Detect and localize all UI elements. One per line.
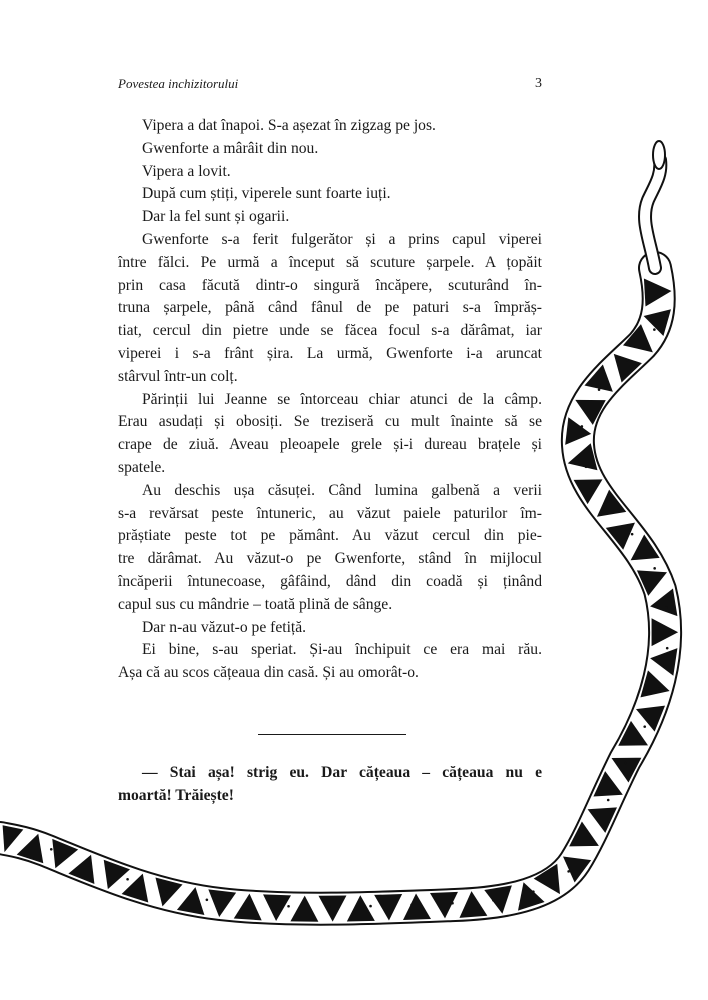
dialogue-line: — Stai așa! strig eu. Dar cățeaua – cățeaua nu e [142, 764, 542, 781]
snake-speck [631, 533, 634, 536]
text-line: Gwenforte a mârâit din nou. [142, 139, 319, 157]
page-number: 3 [535, 76, 542, 91]
snake-speck [126, 878, 129, 881]
text-line: încăperii întunecoase, gâfâind, dând din coadă și ținând [118, 572, 542, 590]
text-line: crape de ziuă. Aveau pleoapele grele și-i dureau brațele și [118, 436, 542, 454]
text-line: tre dărâmat. Au văzut-o pe Gwenforte, stând în mijlocul [118, 550, 542, 568]
snake-speck [626, 359, 629, 362]
snake-speck [410, 904, 413, 907]
snake-speck [581, 425, 584, 428]
text-line: tiat, cercul din pietre unde se făcea focul s-a dărâmat, iar [118, 322, 542, 340]
text-line: Așa că au scos cățeaua din casă. Și au omorât-o. [118, 664, 419, 682]
snake-speck [492, 899, 495, 902]
snake-speck [165, 890, 168, 893]
text-line: Dar n-au văzut-o pe fetiță. [142, 618, 307, 636]
text-line: Vipera a dat înapoi. S-a așezat în zigzag pe jos. [142, 117, 436, 134]
snake-speck [653, 567, 656, 570]
snake-speck [88, 864, 91, 867]
text-line: între fălci. Pe urmă a început să scuture șarpele. A țopăit [118, 253, 542, 271]
snake-speck [451, 902, 454, 905]
text-line: prăștiate peste tot pe pământ. Au văzut cercul din pie- [118, 527, 542, 545]
text-line: Vipera a lovit. [142, 162, 231, 180]
text-line: truna șarpele, până când fânul de pe paturi s-a împrăș- [118, 299, 542, 317]
text-line: spatele. [118, 458, 166, 476]
snake-speck [567, 870, 570, 873]
text-line: După cum știți, viperele sunt foarte iuți. [142, 185, 391, 203]
snake-speck [653, 328, 656, 331]
snake-speck [206, 898, 209, 901]
text-line: Erau asudați și obosiți. Se treziseră cu mult înainte să se [118, 413, 542, 431]
snake-speck [607, 799, 610, 802]
text-line: capul sus cu mândrie – toată plină de sânge. [118, 595, 393, 613]
text-line: stârvul într-un colț. [118, 367, 238, 385]
snake-speck [643, 725, 646, 728]
snake-speck [369, 905, 372, 908]
snake-speck [50, 848, 53, 851]
snake-speck [605, 501, 608, 504]
text-line: Ei bine, s-au speriat. Și-au închipuit ce era mai rău. [142, 641, 542, 659]
text-line: s-a revărsat peste întuneric, au văzut paiele paturilor îm- [118, 504, 542, 522]
snake-speck [589, 836, 592, 839]
snake-speck [11, 836, 14, 839]
text-line: Gwenforte s-a ferit fulgerător și a prins capul viperei [142, 230, 542, 248]
snake-speck [624, 762, 627, 765]
snake-speck [658, 687, 661, 690]
snake-speck [585, 465, 588, 468]
snake-speck [665, 606, 668, 609]
dialogue-line: moartă! Trăiește! [118, 786, 234, 804]
text-line: Părinții lui Jeanne se întorceau chiar atunci de la câmp. [142, 390, 542, 408]
snake-speck [328, 905, 331, 908]
text-line: prin casa făcută dintr-o singură încăpere, scuturând în- [118, 276, 542, 294]
running-title: Povestea inchizitorului [118, 76, 239, 91]
text-line: Dar la fel sunt și ogarii. [142, 208, 290, 226]
snake-speck [532, 890, 535, 893]
snake-speck [666, 647, 669, 650]
snake-speck [660, 288, 663, 291]
text-line: Au deschis ușa căsuței. Când lumina galbenă a verii [142, 481, 542, 499]
snake-speck [598, 388, 601, 391]
snake-speck [246, 903, 249, 906]
text-line: viperei i s-a frânt șira. La urmă, Gwenforte i-a aruncat [118, 344, 542, 362]
snake-speck [287, 905, 290, 908]
